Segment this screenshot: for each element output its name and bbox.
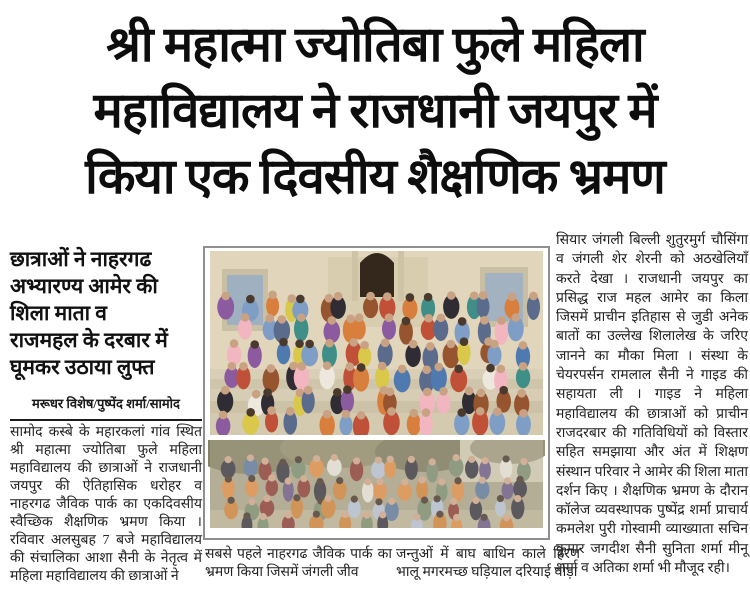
subhead-line: घूमकर उठाया लुफ्त — [10, 355, 155, 379]
subhead-line: शिला माता व — [10, 301, 107, 325]
subhead-line: छात्राओं ने नाहरगढ — [10, 247, 152, 271]
photo-frame — [203, 246, 550, 540]
byline: मरूधर विशेष/पुष्पेंद शर्मा/सामोद — [32, 396, 180, 411]
article-headline — [0, 12, 750, 210]
article-body-column-3: जन्तुओं में बाघ बाधिन काले हिरण भालू मगरमच्छ घड़ियाल दरियाई घोड़ा — [396, 547, 580, 580]
article-subhead — [10, 246, 202, 381]
subhead-line: राजमहल के दरबार में — [10, 328, 168, 352]
headline-line-3: किया एक दिवसीय शैक्षणिक भ्रमण — [85, 149, 665, 204]
article-body-column-4: सियार जंगली बिल्ली शुतुरमुर्ग चौसिंगा व जंगली शेर शेरनी को अठखेलियाँ करते देखा । राजधानी जयपुर का प्रसिद्ध राज महल आमेर का किला जिसमें प्राचीन इतिहास से जुडी अनेक बातों का उल्लेख शिलालेख के जरिए जानने का मौका मिला । संस्था के चेयरपर्सन रामलाल सैनी ने गाइड की सहायता ली । गाइड ने महिला महाविद्यालय की छात्राओं को प्राचीन राजदरबार की गतिविधियों को विस्तार सहित समझाया और अंत में शिक्षण संस्थान परिवार ने आमेर की शिला माता दर्शन किए । शैक्षणिक भ्रमण के दौरान कॉलेज व्यवस्थापक पुष्पेंद्र शर्मा प्राचार्य कमलेश पुरी गोस्वामी व्याख्याता सचिन कुमार जगदीश सैनी सुनिता शर्मा मीनू शर्मा व अतिका शर्मा भी मौजूद रही। — [556, 233, 748, 577]
article-body-column-1: सामोद कस्बे के महारकलां गांव स्थित श्री महात्मा ज्योतिबा फुले महिला महाविद्यालय की छात्राओं ने राजधानी जयपुर की ऐतिहासिक धरोहर व नाहरगढ जैविक पार्क का एकदिवसीय स्वैच्छिक शैक्षणिक भ्रमण किया । रविवार अलसुबह 7 बजे महाविद्यालय की संचालिका आशा सैनी के नेतृत्व में महिला महाविद्यालय की छात्राओं ने — [10, 425, 202, 584]
headline-line-1: श्री महात्मा ज्योतिबा फुले महिला — [106, 17, 644, 72]
headline-line-2: महाविद्यालय ने राजधानी जयपुर में — [93, 83, 657, 138]
left-column — [10, 246, 202, 586]
byline-divider — [10, 419, 202, 421]
article-body-column-2: सबसे पहले नाहरगढ जैविक पार्क का भ्रमण किया जिसमें जंगली जीव — [205, 547, 392, 580]
subhead-line: अभ्यारण्य आमेर की — [10, 274, 158, 298]
group-photo-biological-park — [208, 440, 545, 528]
group-photo-palace-steps — [208, 251, 545, 435]
